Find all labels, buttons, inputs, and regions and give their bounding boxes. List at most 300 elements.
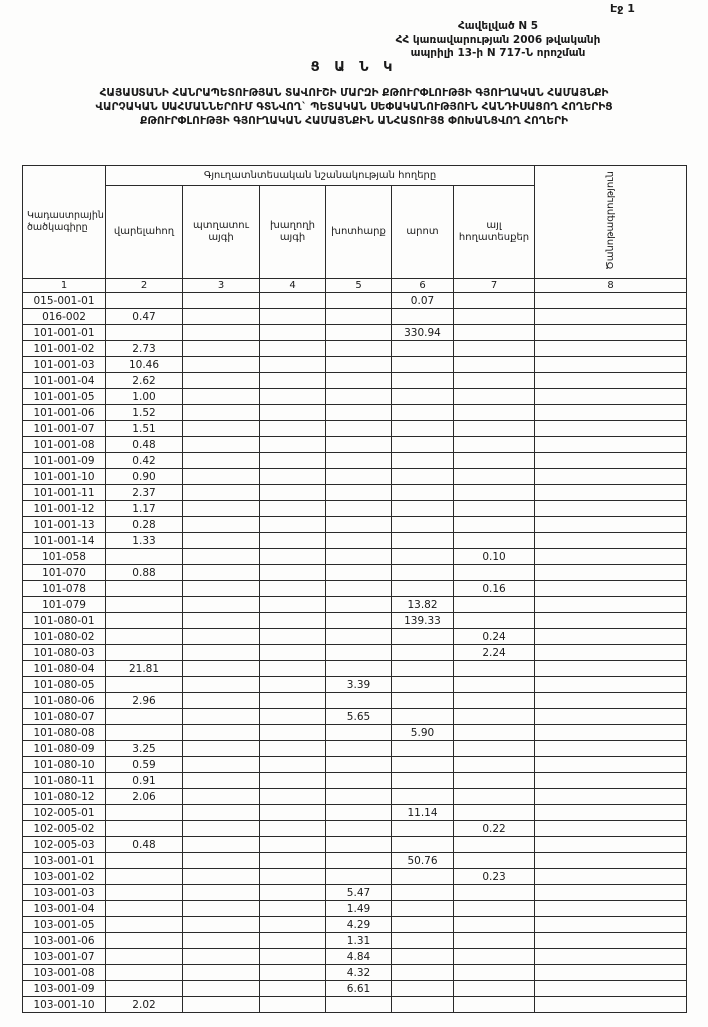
- cadastral-code-cell: 101-001-08: [23, 437, 106, 453]
- arable-value-cell: [106, 581, 183, 597]
- table-row: [23, 597, 687, 613]
- orchard-value-cell: [183, 677, 260, 693]
- arable-value-cell: 0.59: [106, 757, 183, 773]
- arable-value-cell: 0.91: [106, 773, 183, 789]
- table-row: [23, 661, 687, 677]
- note-value-cell: [535, 773, 687, 789]
- orchard-value-cell: [183, 917, 260, 933]
- hayfield-value-cell: 1.49: [326, 901, 392, 917]
- orchard-value-cell: [183, 805, 260, 821]
- pasture-value-cell: [392, 997, 454, 1013]
- pasture-value-cell: [392, 389, 454, 405]
- hayfield-value-cell: [326, 373, 392, 389]
- hayfield-value-cell: [326, 421, 392, 437]
- arable-value-cell: [106, 853, 183, 869]
- other-lands-value-cell: [454, 405, 535, 421]
- cadastral-code-cell: 101-058: [23, 549, 106, 565]
- cadastral-code-cell: 103-001-03: [23, 885, 106, 901]
- arable-value-cell: [106, 933, 183, 949]
- cadastral-code-cell: 101-070: [23, 565, 106, 581]
- hayfield-value-cell: [326, 661, 392, 677]
- appendix-line-2: ՀՀ կառավարության 2006 թվականի: [395, 33, 601, 46]
- pasture-value-cell: [392, 469, 454, 485]
- other-lands-value-cell: 0.10: [454, 549, 535, 565]
- arable-value-cell: [106, 597, 183, 613]
- table-row: [23, 901, 687, 917]
- arable-value-cell: 10.46: [106, 357, 183, 373]
- arable-value-cell: 2.62: [106, 373, 183, 389]
- vineyard-value-cell: [260, 437, 326, 453]
- arable-value-cell: [106, 645, 183, 661]
- arable-value-cell: [106, 325, 183, 341]
- table-row: [23, 501, 687, 517]
- hayfield-value-cell: [326, 501, 392, 517]
- table-row: [23, 853, 687, 869]
- other-lands-value-cell: [454, 917, 535, 933]
- cadastral-code-cell: 101-001-03: [23, 357, 106, 373]
- table-row: [23, 693, 687, 709]
- hayfield-value-cell: [326, 357, 392, 373]
- orchard-value-cell: [183, 869, 260, 885]
- appendix-line-3: ապրիլի 13-ի N 717-Ն որոշման: [410, 47, 586, 60]
- pasture-value-cell: 139.33: [392, 613, 454, 629]
- other-lands-value-cell: [454, 357, 535, 373]
- arable-value-cell: 0.48: [106, 437, 183, 453]
- pasture-value-cell: [392, 741, 454, 757]
- orchard-value-cell: [183, 645, 260, 661]
- pasture-value-cell: [392, 341, 454, 357]
- pasture-value-cell: [392, 501, 454, 517]
- hayfield-value-cell: [326, 997, 392, 1013]
- pasture-value-cell: [392, 901, 454, 917]
- hayfield-value-cell: [326, 773, 392, 789]
- pasture-value-cell: [392, 629, 454, 645]
- orchard-value-cell: [183, 357, 260, 373]
- table-row: [23, 821, 687, 837]
- hayfield-value-cell: [326, 469, 392, 485]
- arable-value-cell: 0.90: [106, 469, 183, 485]
- table-header-row-group: [23, 166, 687, 186]
- orchard-value-cell: [183, 421, 260, 437]
- note-value-cell: [535, 901, 687, 917]
- table-row: [23, 981, 687, 997]
- arable-value-cell: [106, 677, 183, 693]
- hayfield-value-cell: [326, 533, 392, 549]
- orchard-value-cell: [183, 997, 260, 1013]
- hayfield-value-cell: 6.61: [326, 981, 392, 997]
- cadastral-code-cell: 015-001-01: [23, 293, 106, 309]
- vineyard-value-cell: [260, 325, 326, 341]
- column-number-8: 8: [535, 279, 687, 293]
- hayfield-value-cell: [326, 725, 392, 741]
- vineyard-value-cell: [260, 469, 326, 485]
- pasture-value-cell: 5.90: [392, 725, 454, 741]
- orchard-value-cell: [183, 709, 260, 725]
- hayfield-value-cell: 3.39: [326, 677, 392, 693]
- arable-value-cell: 1.52: [106, 405, 183, 421]
- pasture-value-cell: [392, 405, 454, 421]
- note-value-cell: [535, 853, 687, 869]
- note-value-cell: [535, 325, 687, 341]
- note-value-cell: [535, 485, 687, 501]
- pasture-value-cell: [392, 965, 454, 981]
- hayfield-value-cell: [326, 485, 392, 501]
- pasture-value-cell: 330.94: [392, 325, 454, 341]
- other-lands-value-cell: 2.24: [454, 645, 535, 661]
- table-row: [23, 629, 687, 645]
- cadastral-code-cell: 101-079: [23, 597, 106, 613]
- table-row: [23, 453, 687, 469]
- table-row: [23, 757, 687, 773]
- orchard-value-cell: [183, 533, 260, 549]
- arable-value-cell: [106, 949, 183, 965]
- cadastral-code-cell: 101-001-11: [23, 485, 106, 501]
- other-lands-value-cell: [454, 885, 535, 901]
- pasture-value-cell: 0.07: [392, 293, 454, 309]
- other-lands-value-cell: [454, 933, 535, 949]
- note-value-cell: [535, 341, 687, 357]
- orchard-value-cell: [183, 485, 260, 501]
- pasture-value-cell: [392, 565, 454, 581]
- table-row: [23, 917, 687, 933]
- subheader-hayfield: խոտհարք: [326, 186, 392, 279]
- table-row: [23, 405, 687, 421]
- table-row: [23, 645, 687, 661]
- table-row: [23, 997, 687, 1013]
- vineyard-value-cell: [260, 309, 326, 325]
- note-value-cell: [535, 837, 687, 853]
- vineyard-value-cell: [260, 981, 326, 997]
- cadastral-code-cell: 101-001-12: [23, 501, 106, 517]
- orchard-value-cell: [183, 981, 260, 997]
- vineyard-value-cell: [260, 949, 326, 965]
- appendix-block: [368, 20, 628, 61]
- cadastral-code-cell: 103-001-04: [23, 901, 106, 917]
- cadastral-code-cell: 101-001-02: [23, 341, 106, 357]
- hayfield-value-cell: 4.32: [326, 965, 392, 981]
- hayfield-value-cell: 5.47: [326, 885, 392, 901]
- table-row: [23, 789, 687, 805]
- note-value-cell: [535, 693, 687, 709]
- table-row: [23, 805, 687, 821]
- pasture-value-cell: [392, 709, 454, 725]
- cadastral-code-cell: 101-080-06: [23, 693, 106, 709]
- orchard-value-cell: [183, 309, 260, 325]
- cadastral-code-cell: 103-001-01: [23, 853, 106, 869]
- cadastral-code-cell: 101-080-11: [23, 773, 106, 789]
- hayfield-value-cell: [326, 741, 392, 757]
- table-row: [23, 469, 687, 485]
- vineyard-value-cell: [260, 533, 326, 549]
- subheader-pasture: արոտ: [392, 186, 454, 279]
- arable-value-cell: 2.37: [106, 485, 183, 501]
- orchard-value-cell: [183, 773, 260, 789]
- table-row: [23, 373, 687, 389]
- table-row: [23, 741, 687, 757]
- orchard-value-cell: [183, 325, 260, 341]
- other-lands-value-cell: [454, 965, 535, 981]
- vineyard-value-cell: [260, 821, 326, 837]
- land-parcels-table: [22, 165, 687, 1013]
- arable-value-cell: 1.00: [106, 389, 183, 405]
- column-number-5: 5: [326, 279, 392, 293]
- other-lands-value-cell: [454, 485, 535, 501]
- pasture-value-cell: [392, 693, 454, 709]
- table-row: [23, 869, 687, 885]
- other-lands-value-cell: [454, 597, 535, 613]
- note-value-cell: [535, 933, 687, 949]
- note-value-cell: [535, 805, 687, 821]
- arable-value-cell: [106, 293, 183, 309]
- note-value-cell: [535, 405, 687, 421]
- vineyard-value-cell: [260, 629, 326, 645]
- note-header: [535, 166, 687, 279]
- other-lands-value-cell: [454, 613, 535, 629]
- table-row: [23, 389, 687, 405]
- cadastral-code-cell: 101-001-13: [23, 517, 106, 533]
- pasture-value-cell: [392, 677, 454, 693]
- hayfield-value-cell: [326, 837, 392, 853]
- vineyard-value-cell: [260, 885, 326, 901]
- hayfield-value-cell: [326, 869, 392, 885]
- note-value-cell: [535, 661, 687, 677]
- other-lands-value-cell: [454, 693, 535, 709]
- hayfield-value-cell: [326, 645, 392, 661]
- agricultural-lands-group-header: Գյուղատնտեսական նշանակության հողերը: [106, 166, 535, 186]
- orchard-value-cell: [183, 693, 260, 709]
- column-number-6: 6: [392, 279, 454, 293]
- note-value-cell: [535, 949, 687, 965]
- orchard-value-cell: [183, 549, 260, 565]
- vineyard-value-cell: [260, 853, 326, 869]
- table-row: [23, 773, 687, 789]
- pasture-value-cell: [392, 885, 454, 901]
- arable-value-cell: 0.42: [106, 453, 183, 469]
- cadastral-code-cell: 101-078: [23, 581, 106, 597]
- table-row: [23, 341, 687, 357]
- hayfield-value-cell: [326, 693, 392, 709]
- other-lands-value-cell: 0.16: [454, 581, 535, 597]
- table-row: [23, 677, 687, 693]
- arable-value-cell: [106, 629, 183, 645]
- arable-value-cell: [106, 613, 183, 629]
- orchard-value-cell: [183, 933, 260, 949]
- table-row: [23, 293, 687, 309]
- orchard-value-cell: [183, 341, 260, 357]
- orchard-value-cell: [183, 389, 260, 405]
- note-value-cell: [535, 453, 687, 469]
- other-lands-value-cell: [454, 309, 535, 325]
- vineyard-value-cell: [260, 405, 326, 421]
- note-value-cell: [535, 373, 687, 389]
- note-value-cell: [535, 565, 687, 581]
- pasture-value-cell: [392, 837, 454, 853]
- arable-value-cell: [106, 821, 183, 837]
- note-value-cell: [535, 533, 687, 549]
- cadastral-code-cell: 101-001-05: [23, 389, 106, 405]
- cadastral-code-cell: 103-001-02: [23, 869, 106, 885]
- other-lands-value-cell: [454, 757, 535, 773]
- pasture-value-cell: [392, 581, 454, 597]
- cadastral-code-cell: 101-080-05: [23, 677, 106, 693]
- arable-value-cell: 2.73: [106, 341, 183, 357]
- vineyard-value-cell: [260, 549, 326, 565]
- vineyard-value-cell: [260, 341, 326, 357]
- appendix-line-1: Հավելված N 5: [457, 20, 539, 32]
- note-value-cell: [535, 437, 687, 453]
- cadastral-code-cell: 103-001-08: [23, 965, 106, 981]
- orchard-value-cell: [183, 885, 260, 901]
- heading-line-2: ՎԱՐՉԱԿԱՆ ՍԱՀՄԱՆՆԵՐՈՒՄ ԳՏՆՎՈՂ` ՊԵՏԱԿԱՆ ՍԵՓԱԿԱՆՈՒԹՅՈՒՆ ՀԱՆԴԻՍԱՑՈՂ ՀՈՂԵՐԻՑ: [95, 100, 613, 113]
- hayfield-value-cell: [326, 581, 392, 597]
- other-lands-value-cell: [454, 773, 535, 789]
- other-lands-value-cell: [454, 949, 535, 965]
- column-number-row: [23, 279, 687, 293]
- hayfield-value-cell: 4.84: [326, 949, 392, 965]
- orchard-value-cell: [183, 453, 260, 469]
- other-lands-value-cell: [454, 453, 535, 469]
- pasture-value-cell: [392, 949, 454, 965]
- other-lands-value-cell: [454, 997, 535, 1013]
- note-value-cell: [535, 645, 687, 661]
- cadastral-code-cell: 103-001-06: [23, 933, 106, 949]
- pasture-value-cell: [392, 933, 454, 949]
- vineyard-value-cell: [260, 693, 326, 709]
- hayfield-value-cell: [326, 517, 392, 533]
- cadastral-code-cell: 103-001-10: [23, 997, 106, 1013]
- other-lands-value-cell: [454, 533, 535, 549]
- cadastral-code-header: Կադաստրային ծածկագիրը: [23, 166, 106, 279]
- note-value-cell: [535, 789, 687, 805]
- column-number-2: 2: [106, 279, 183, 293]
- arable-value-cell: 1.17: [106, 501, 183, 517]
- note-value-cell: [535, 309, 687, 325]
- hayfield-value-cell: [326, 341, 392, 357]
- pasture-value-cell: [392, 373, 454, 389]
- pasture-value-cell: [392, 453, 454, 469]
- orchard-value-cell: [183, 517, 260, 533]
- vineyard-value-cell: [260, 805, 326, 821]
- pasture-value-cell: [392, 981, 454, 997]
- pasture-value-cell: [392, 645, 454, 661]
- vineyard-value-cell: [260, 901, 326, 917]
- table-row: [23, 949, 687, 965]
- hayfield-value-cell: 1.31: [326, 933, 392, 949]
- table-row: [23, 357, 687, 373]
- cadastral-code-cell: 101-001-01: [23, 325, 106, 341]
- hayfield-value-cell: [326, 309, 392, 325]
- vineyard-value-cell: [260, 837, 326, 853]
- cadastral-code-cell: 101-080-01: [23, 613, 106, 629]
- other-lands-value-cell: 0.23: [454, 869, 535, 885]
- vineyard-value-cell: [260, 293, 326, 309]
- arable-value-cell: [106, 725, 183, 741]
- vineyard-value-cell: [260, 357, 326, 373]
- table-row: [23, 485, 687, 501]
- note-value-cell: [535, 549, 687, 565]
- vineyard-value-cell: [260, 501, 326, 517]
- other-lands-value-cell: [454, 677, 535, 693]
- other-lands-value-cell: [454, 517, 535, 533]
- note-value-cell: [535, 917, 687, 933]
- arable-value-cell: [106, 981, 183, 997]
- heading-line-3: ՔԹՈՒՐՓԼՈՒԹՅԻ ԳՅՈՒՂԱԿԱՆ ՀԱՄԱՅՆՔԻՆ ԱՆՀԱՏՈՒՅՑ ՓՈԽԱՆՑՎՈՂ ՀՈՂԵՐԻ: [140, 114, 568, 127]
- table-body: [23, 293, 687, 1013]
- arable-value-cell: 3.25: [106, 741, 183, 757]
- arable-value-cell: 0.88: [106, 565, 183, 581]
- arable-value-cell: [106, 549, 183, 565]
- cadastral-code-cell: 101-001-09: [23, 453, 106, 469]
- arable-value-cell: 1.33: [106, 533, 183, 549]
- table-row: [23, 837, 687, 853]
- vineyard-value-cell: [260, 581, 326, 597]
- cadastral-code-cell: 101-001-06: [23, 405, 106, 421]
- vineyard-value-cell: [260, 933, 326, 949]
- pasture-value-cell: [392, 421, 454, 437]
- cadastral-code-cell: 101-080-03: [23, 645, 106, 661]
- cadastral-code-cell: 101-080-02: [23, 629, 106, 645]
- hayfield-value-cell: [326, 597, 392, 613]
- hayfield-value-cell: [326, 293, 392, 309]
- subheader-arable-land: վարելահող: [106, 186, 183, 279]
- column-number-4: 4: [260, 279, 326, 293]
- subheader-orchard: պտղատու այգի: [183, 186, 260, 279]
- cadastral-code-cell: 103-001-09: [23, 981, 106, 997]
- hayfield-value-cell: [326, 565, 392, 581]
- note-value-cell: [535, 821, 687, 837]
- other-lands-value-cell: 0.22: [454, 821, 535, 837]
- cadastral-code-cell: 101-001-04: [23, 373, 106, 389]
- note-value-cell: [535, 389, 687, 405]
- note-value-cell: [535, 725, 687, 741]
- vineyard-value-cell: [260, 965, 326, 981]
- orchard-value-cell: [183, 821, 260, 837]
- other-lands-value-cell: [454, 789, 535, 805]
- other-lands-value-cell: [454, 373, 535, 389]
- vineyard-value-cell: [260, 917, 326, 933]
- vineyard-value-cell: [260, 485, 326, 501]
- cadastral-code-cell: 101-080-07: [23, 709, 106, 725]
- arable-value-cell: 2.02: [106, 997, 183, 1013]
- vineyard-value-cell: [260, 373, 326, 389]
- cadastral-code-cell: 101-080-08: [23, 725, 106, 741]
- other-lands-value-cell: [454, 293, 535, 309]
- note-value-cell: [535, 741, 687, 757]
- other-lands-value-cell: [454, 341, 535, 357]
- arable-value-cell: 21.81: [106, 661, 183, 677]
- vineyard-value-cell: [260, 869, 326, 885]
- cadastral-code-cell: 101-080-09: [23, 741, 106, 757]
- other-lands-value-cell: [454, 501, 535, 517]
- hayfield-value-cell: [326, 549, 392, 565]
- other-lands-value-cell: [454, 853, 535, 869]
- pasture-value-cell: 11.14: [392, 805, 454, 821]
- other-lands-value-cell: [454, 725, 535, 741]
- note-value-cell: [535, 629, 687, 645]
- table-row: [23, 725, 687, 741]
- hayfield-value-cell: [326, 453, 392, 469]
- note-value-cell: [535, 357, 687, 373]
- hayfield-value-cell: [326, 389, 392, 405]
- cadastral-code-cell: 016-002: [23, 309, 106, 325]
- table-row: [23, 613, 687, 629]
- vineyard-value-cell: [260, 517, 326, 533]
- cadastral-code-cell: 101-080-12: [23, 789, 106, 805]
- hayfield-value-cell: 5.65: [326, 709, 392, 725]
- pasture-value-cell: [392, 661, 454, 677]
- pasture-value-cell: [392, 309, 454, 325]
- orchard-value-cell: [183, 965, 260, 981]
